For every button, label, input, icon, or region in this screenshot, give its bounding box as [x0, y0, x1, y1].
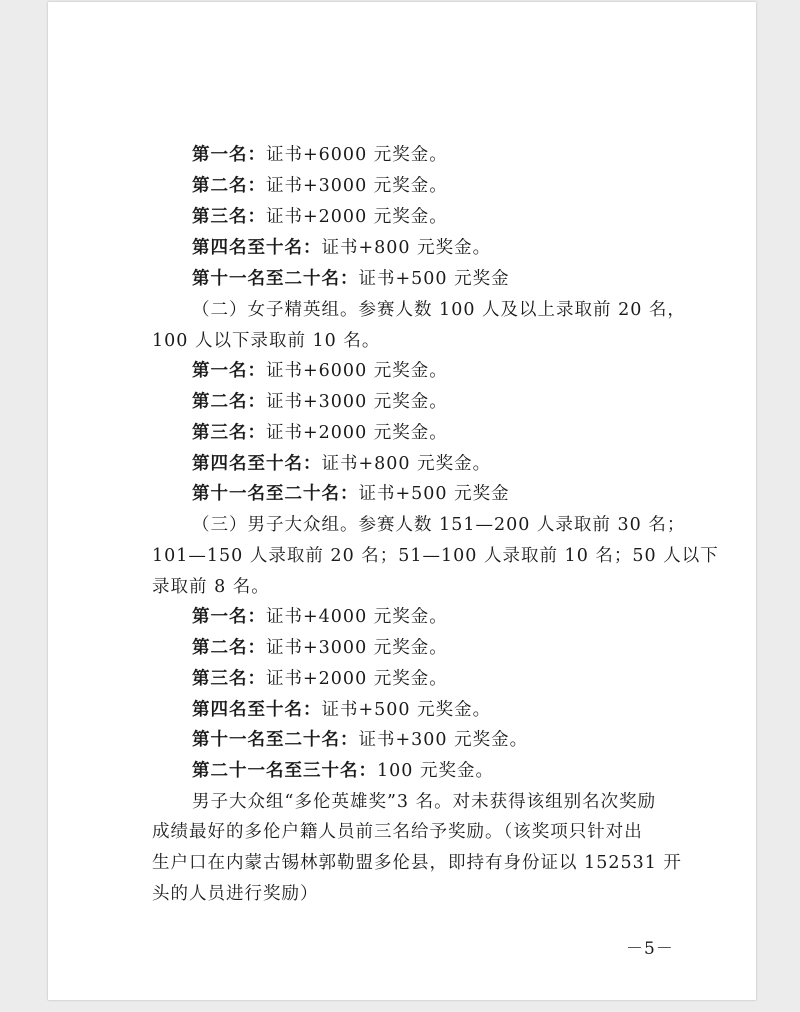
prize-line	[192, 267, 510, 291]
prize-text: 证书+3000 元奖金。	[266, 176, 448, 196]
prize-text: 证书+2000 元奖金。	[266, 207, 448, 227]
prize-text: 证书+3000 元奖金。	[266, 638, 448, 658]
prize-label: 第十一名至二十名：	[192, 730, 359, 750]
prize-line	[192, 636, 448, 660]
prize-line	[192, 667, 448, 691]
prize-text: 证书+500 元奖金	[358, 484, 510, 504]
prize-label: 第二名：	[192, 176, 266, 196]
prize-label: 第二十一名至三十名：	[192, 761, 377, 781]
prize-label: 第三名：	[192, 669, 266, 689]
prize-text: 证书+4000 元奖金。	[266, 607, 448, 627]
prize-label: 第一名：	[192, 145, 266, 165]
prize-text: 证书+2000 元奖金。	[266, 423, 448, 443]
award-paragraph-line: 男子大众组“多伦英雄奖”3 名。对未获得该组别名次奖励	[192, 792, 657, 812]
prize-label: 第十一名至二十名：	[192, 269, 359, 289]
document-page	[48, 2, 756, 1000]
prize-label: 第二名：	[192, 392, 266, 412]
prize-line	[192, 359, 448, 383]
prize-text: 证书+500 元奖金。	[321, 700, 492, 720]
prize-line	[192, 759, 494, 783]
group-intro-line: 100 人以下录取前 10 名。	[152, 331, 381, 351]
prize-text: 证书+2000 元奖金。	[266, 669, 448, 689]
prize-label: 第四名至十名：	[192, 238, 322, 258]
prize-label: 第四名至十名：	[192, 454, 322, 474]
group-intro-line: 录取前 8 名。	[152, 577, 270, 597]
prize-label: 第三名：	[192, 423, 266, 443]
prize-text: 证书+6000 元奖金。	[266, 145, 448, 165]
prize-label: 第一名：	[192, 361, 266, 381]
prize-text: 证书+800 元奖金。	[321, 454, 492, 474]
prize-line	[192, 698, 491, 722]
prize-line	[192, 390, 448, 414]
prize-label: 第四名至十名：	[192, 700, 322, 720]
prize-text: 证书+6000 元奖金。	[266, 361, 448, 381]
prize-line	[192, 421, 448, 445]
prize-label: 第三名：	[192, 207, 266, 227]
prize-line	[192, 728, 528, 752]
prize-line	[192, 174, 448, 198]
prize-text: 100 元奖金。	[377, 761, 494, 781]
prize-line	[192, 143, 448, 167]
prize-line	[192, 236, 491, 260]
prize-line	[192, 482, 510, 506]
prize-text: 证书+500 元奖金	[358, 269, 510, 289]
page-number: －5－	[626, 939, 674, 959]
prize-label: 第一名：	[192, 607, 266, 627]
prize-text: 证书+3000 元奖金。	[266, 392, 448, 412]
group-intro-line: 101—150 人录取前 20 名；51—100 人录取前 10 名；50 人以下	[152, 546, 719, 566]
prize-line	[192, 452, 491, 476]
award-paragraph-line: 头的人员进行奖励）	[152, 884, 319, 904]
prize-label: 第十一名至二十名：	[192, 484, 359, 504]
group-intro-line: （二）女子精英组。参赛人数 100 人及以上录取前 20 名，	[192, 300, 686, 320]
prize-line	[192, 205, 448, 229]
prize-line	[192, 605, 448, 629]
prize-label: 第二名：	[192, 638, 266, 658]
award-paragraph-line: 成绩最好的多伦户籍人员前三名给予奖励。（该奖项只针对出	[152, 822, 643, 842]
award-paragraph-line: 生户口在内蒙古锡林郭勒盟多伦县，即持有身份证以 152531 开	[152, 853, 682, 873]
prize-text: 证书+300 元奖金。	[358, 730, 529, 750]
group-intro-line: （三）男子大众组。参赛人数 151—200 人录取前 30 名；	[192, 515, 686, 535]
prize-text: 证书+800 元奖金。	[321, 238, 492, 258]
